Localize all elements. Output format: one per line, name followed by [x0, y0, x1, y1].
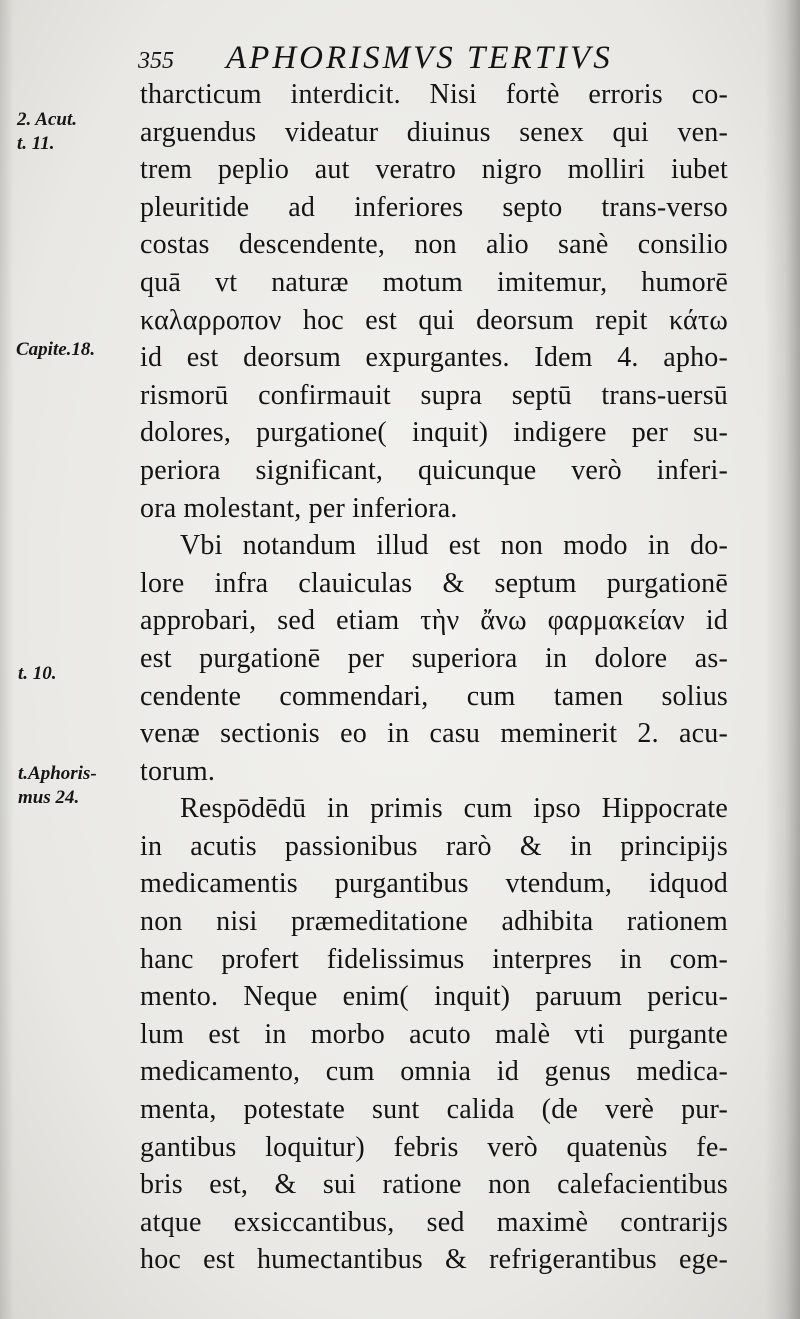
text-line: atque exsiccantibus, sed maximè contrarijs	[140, 1206, 728, 1238]
margin-note-line: t.Aphoris-	[18, 763, 97, 784]
text-line: hoc est humectantibus & refrigerantibus ege-	[140, 1244, 728, 1276]
text-line: in acutis passionibus rarò & in principijs	[140, 830, 728, 862]
text-line: lore infra clauiculas & septum purgationē	[140, 567, 728, 599]
paragraph-2	[140, 527, 728, 790]
body-text	[140, 76, 728, 1279]
text-line: gantibus loquitur) febris verò quatenùs fe-	[140, 1131, 728, 1163]
text-line: arguendus videatur diuinus senex qui ven-	[140, 116, 728, 148]
text-line: menta, potestate sunt calida (de verè pur-	[140, 1094, 728, 1126]
margin-note-acut	[17, 108, 77, 156]
text-line: cendente commendari, cum tamen solius	[140, 680, 728, 712]
margin-note-line: t. 11.	[17, 133, 55, 154]
text-line: approbari, sed etiam τὴν ἄνω φαρμακείαν id	[140, 605, 728, 637]
text-line: trem peplio aut veratro nigro molliri iubet	[140, 154, 728, 186]
page-number: 355	[138, 48, 174, 74]
text-line: ora molestant, per inferiora.	[140, 492, 458, 524]
text-line: est purgationē per superiora in dolore as-	[140, 642, 728, 674]
text-line: costas descendente, non alio sanè consilio	[140, 229, 728, 261]
paragraph-3	[140, 790, 728, 1279]
margin-note-capite	[16, 338, 95, 362]
text-line: hanc profert fidelissimus interpres in com-	[140, 943, 728, 975]
margin-note-line: mus 24.	[18, 787, 80, 808]
paragraph-1	[140, 76, 728, 527]
running-head: APHORISMVS TERTIVS	[226, 40, 613, 76]
text-line: quā vt naturæ motum imitemur, humorē	[140, 266, 728, 298]
text-line: dolores, purgatione( inquit) indigere per su-	[140, 417, 728, 449]
text-line: medicamento, cum omnia id genus medica-	[140, 1056, 728, 1088]
text-line: tharcticum interdicit. Nisi fortè erroris co-	[140, 79, 728, 110]
text-line: torum.	[140, 755, 216, 787]
text-line: mento. Neque enim( inquit) paruum pericu-	[140, 981, 728, 1013]
text-line: periora significant, quicunque verò inferi-	[140, 454, 728, 486]
margin-note-line: t. 10.	[18, 663, 57, 684]
text-line: venæ sectionis eo in casu meminerit 2. acu-	[140, 718, 728, 750]
text-line: rismorū confirmauit supra septū trans-uersū	[140, 379, 728, 411]
margin-note-line: Capite.18.	[16, 339, 96, 360]
page-gutter-shadow	[0, 0, 14, 1319]
margin-note-t10	[18, 662, 57, 686]
text-line: non nisi præmeditatione adhibita rationem	[140, 906, 728, 938]
text-line: id est deorsum expurgantes. Idem 4. apho-	[140, 342, 728, 374]
text-line: Respōdēdū in primis cum ipso Hippocrate	[180, 793, 728, 825]
text-line: bris est, & sui ratione non calefacientibus	[140, 1169, 728, 1201]
margin-note-aphorismus	[18, 762, 97, 810]
page-header	[138, 36, 698, 80]
margin-note-line: 2. Acut.	[17, 109, 77, 130]
text-line: lum est in morbo acuto malè vti purgante	[140, 1018, 728, 1050]
text-line: medicamentis purgantibus vtendum, idquod	[140, 868, 728, 900]
page-edge-shadow	[764, 0, 800, 1319]
text-line: Vbi notandum illud est non modo in do-	[180, 530, 728, 562]
text-line: pleuritide ad inferiores septo trans-verso	[140, 191, 728, 223]
text-line: καλαρροπον hoc est qui deorsum repit κάτω	[140, 304, 728, 336]
